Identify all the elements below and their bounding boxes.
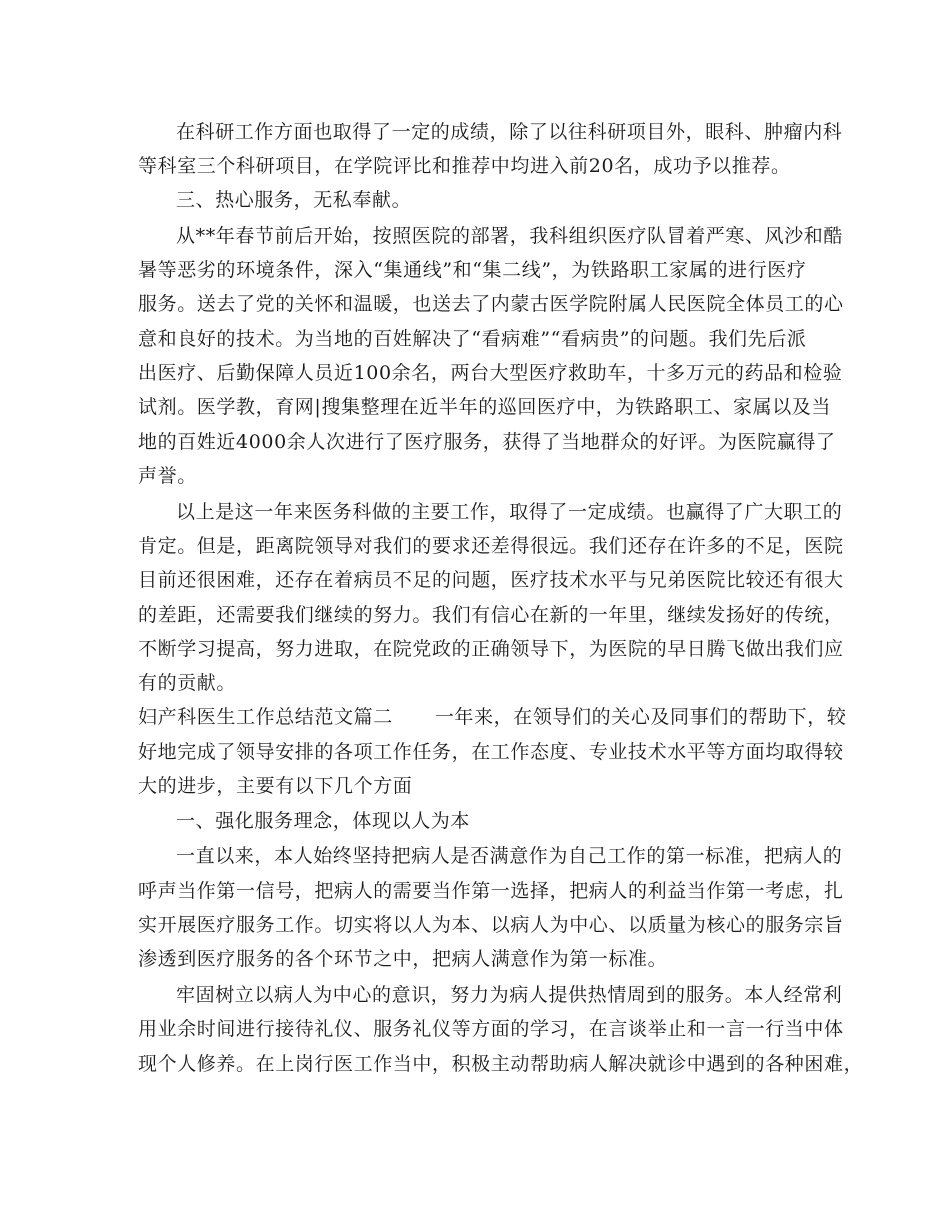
paragraph-line: 的差距，还需要我们继续的努力。我们有信心在新的一年里，继续发扬好的传统， xyxy=(138,604,844,626)
paragraph-line: 肯定。但是，距离院领导对我们的要求还差得很远。我们还存在许多的不足，医院 xyxy=(138,535,844,557)
article-heading-line xyxy=(138,705,846,729)
paragraph-line: 用业余时间进行接待礼仪、服务礼仪等方面的学习，在言谈举止和一言一行当中体 xyxy=(138,1018,844,1040)
paragraph-line: 从**年春节前后开始，按照医院的部署，我科组织医疗队冒着严寒、风沙和酷 xyxy=(176,225,844,247)
paragraph-line: 一直以来，本人始终坚持把病人是否满意作为自己工作的第一标准，把病人的 xyxy=(176,845,843,867)
paragraph-line: 以上是这一年来医务科做的主要工作，取得了一定成绩。也赢得了广大职工的 xyxy=(176,501,843,523)
paragraph-line: 试剂。医学教，育网|搜集整理在近半年的巡回医疗中，为铁路职工、家属以及当 xyxy=(138,396,832,418)
paragraph-line: 意和良好的技术。为当地的百姓解决了“看病难”“看病贵”的问题。我们先后派 xyxy=(138,328,807,350)
paragraph-line: 声誉。 xyxy=(138,465,197,487)
paragraph-line: 牢固树立以病人为中心的意识，努力为病人提供热情周到的服务。本人经常利 xyxy=(176,984,843,1006)
paragraph-line: 好地完成了领导安排的各项工作任务，在工作态度、专业技术水平等方面均取得较 xyxy=(138,741,844,763)
paragraph-line: 出医疗、后勤保障人员近100余名，两台大型医疗救助车，十多万元的药品和检验 xyxy=(138,362,843,384)
paragraph-line: 现个人修养。在上岗行医工作当中，积极主动帮助病人解决就诊中遇到的各种困难， xyxy=(138,1053,864,1075)
paragraph-line: 等科室三个科研项目，在学院评比和推荐中均进入前20名，成功予以推荐。 xyxy=(138,155,791,177)
section-heading: 一、强化服务理念，体现以人为本 xyxy=(176,810,471,832)
paragraph-line: 不断学习提高，努力进取，在院党政的正确领导下，为医院的早日腾飞做出我们应 xyxy=(138,638,844,660)
paragraph-line: 地的百姓近4000余人次进行了医疗服务，获得了当地群众的好评。为医院赢得了 xyxy=(138,431,836,453)
section-heading: 三、热心服务，无私奉献。 xyxy=(176,189,412,211)
paragraph-line: 有的贡献。 xyxy=(138,672,237,694)
paragraph-line: 在科研工作方面也取得了一定的成绩，除了以往科研项目外，眼科、肿瘤内科 xyxy=(176,121,843,143)
paragraph-line: 大的进步，主要有以下几个方面 xyxy=(138,775,413,797)
paragraph-line: 服务。送去了党的关怀和温暖，也送去了内蒙古医学院附属人民医院全体员工的心 xyxy=(138,293,844,315)
paragraph-line: 实开展医疗服务工作。切实将以人为本、以病人为中心、以质量为核心的服务宗旨 xyxy=(138,914,844,936)
paragraph-line: 呼声当作第一信号，把病人的需要当作第一选择，把病人的利益当作第一考虑，扎 xyxy=(138,880,844,902)
paragraph-line: 渗透到医疗服务的各个环节之中，把病人满意作为第一标准。 xyxy=(138,948,668,970)
paragraph-line: 暑等恶劣的环境条件，深入“集通线”和“集二线”，为铁路职工家属的进行医疗 xyxy=(138,259,807,281)
paragraph-start: 一年来，在领导们的关心及同事们的帮助下，较 xyxy=(434,706,847,728)
article-title: 妇产科医生工作总结范文篇二 xyxy=(138,706,393,728)
paragraph-line: 目前还很困难，还存在着病员不足的问题，医疗技术水平与兄弟医院比较还有很大 xyxy=(138,569,844,591)
